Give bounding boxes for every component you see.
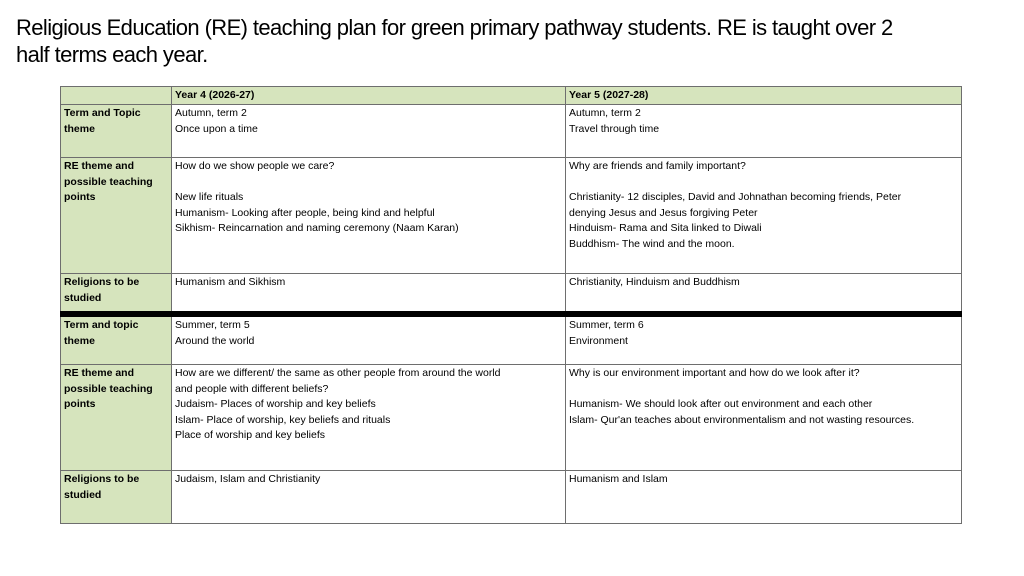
cell-line: Humanism and Sikhism (175, 276, 286, 288)
cell-line: Travel through time (569, 122, 660, 135)
cell-line: Why is our environment important and how do we look after it? (569, 367, 860, 379)
cell-line: How do we show people we care? (175, 160, 335, 172)
cell-line: Why are friends and family important? (569, 160, 746, 172)
cell-line: Islam- Place of worship, key beliefs and rituals (175, 413, 391, 426)
year4-cell (172, 471, 566, 524)
year5-cell (566, 365, 962, 471)
cell-line: Autumn, term 2 (175, 107, 247, 119)
year4-cell (172, 274, 566, 315)
cell-line: Humanism- We should look after out environment and each other (569, 398, 873, 410)
cell-line: and people with different beliefs? (175, 382, 329, 395)
cell-line: Judaism- Places of worship and key beliefs (175, 398, 376, 410)
cell-line (569, 175, 958, 191)
year5-cell (566, 158, 962, 274)
row-label: RE theme and possible teaching points (61, 365, 172, 471)
table-header-row (61, 87, 962, 105)
table-row (61, 314, 962, 365)
table-row (61, 158, 962, 274)
row-label: RE theme and possible teaching points (61, 158, 172, 274)
teaching-plan-table (60, 86, 962, 524)
year4-cell (172, 365, 566, 471)
cell-line: Autumn, term 2 (569, 107, 641, 119)
year5-cell (566, 105, 962, 158)
cell-line: Summer, term 6 (569, 319, 644, 331)
table-row (61, 105, 962, 158)
cell-line (175, 175, 562, 191)
cell-line: Humanism- Looking after people, being kind and helpful (175, 206, 435, 219)
cell-line: New life rituals (175, 191, 244, 203)
row-label: Religions to be studied (61, 471, 172, 524)
year5-cell (566, 471, 962, 524)
cell-line: Christianity, Hinduism and Buddhism (569, 276, 740, 288)
cell-line: Humanism and Islam (569, 473, 668, 485)
row-label: Religions to be studied (61, 274, 172, 315)
cell-line: Summer, term 5 (175, 319, 250, 331)
year4-cell (172, 105, 566, 158)
header-cell-empty (61, 87, 172, 105)
cell-line: Judaism, Islam and Christianity (175, 473, 321, 485)
cell-line (569, 382, 958, 398)
cell-line: denying Jesus and Jesus forgiving Peter (569, 206, 758, 219)
cell-line: Islam- Qur'an teaches about environmentalism and not wasting resources. (569, 413, 915, 426)
cell-line: Around the world (175, 334, 255, 347)
header-cell-year5: Year 5 (2027-28) (566, 87, 962, 105)
cell-line: Sikhism- Reincarnation and naming ceremony (Naam Karan) (175, 222, 459, 234)
cell-line: Once upon a time (175, 122, 258, 135)
header-cell-year4: Year 4 (2026-27) (172, 87, 566, 105)
year4-cell (172, 314, 566, 365)
table-row (61, 274, 962, 315)
row-label: Term and topic theme (61, 314, 172, 365)
cell-line: Hinduism- Rama and Sita linked to Diwali (569, 222, 762, 234)
table-row (61, 365, 962, 471)
row-label: Term and Topic theme (61, 105, 172, 158)
cell-line: How are we different/ the same as other people from around the world (175, 367, 501, 379)
cell-line: Environment (569, 334, 628, 347)
cell-line: Buddhism- The wind and the moon. (569, 237, 735, 250)
table-row (61, 471, 962, 524)
cell-line: Christianity- 12 disciples, David and Johnathan becoming friends, Peter (569, 191, 902, 203)
year5-cell (566, 314, 962, 365)
year5-cell (566, 274, 962, 315)
cell-line: Place of worship and key beliefs (175, 429, 325, 441)
year4-cell (172, 158, 566, 274)
page-title: Religious Education (RE) teaching plan for green primary pathway students. RE is taught over 2 half terms each year. (16, 15, 893, 67)
